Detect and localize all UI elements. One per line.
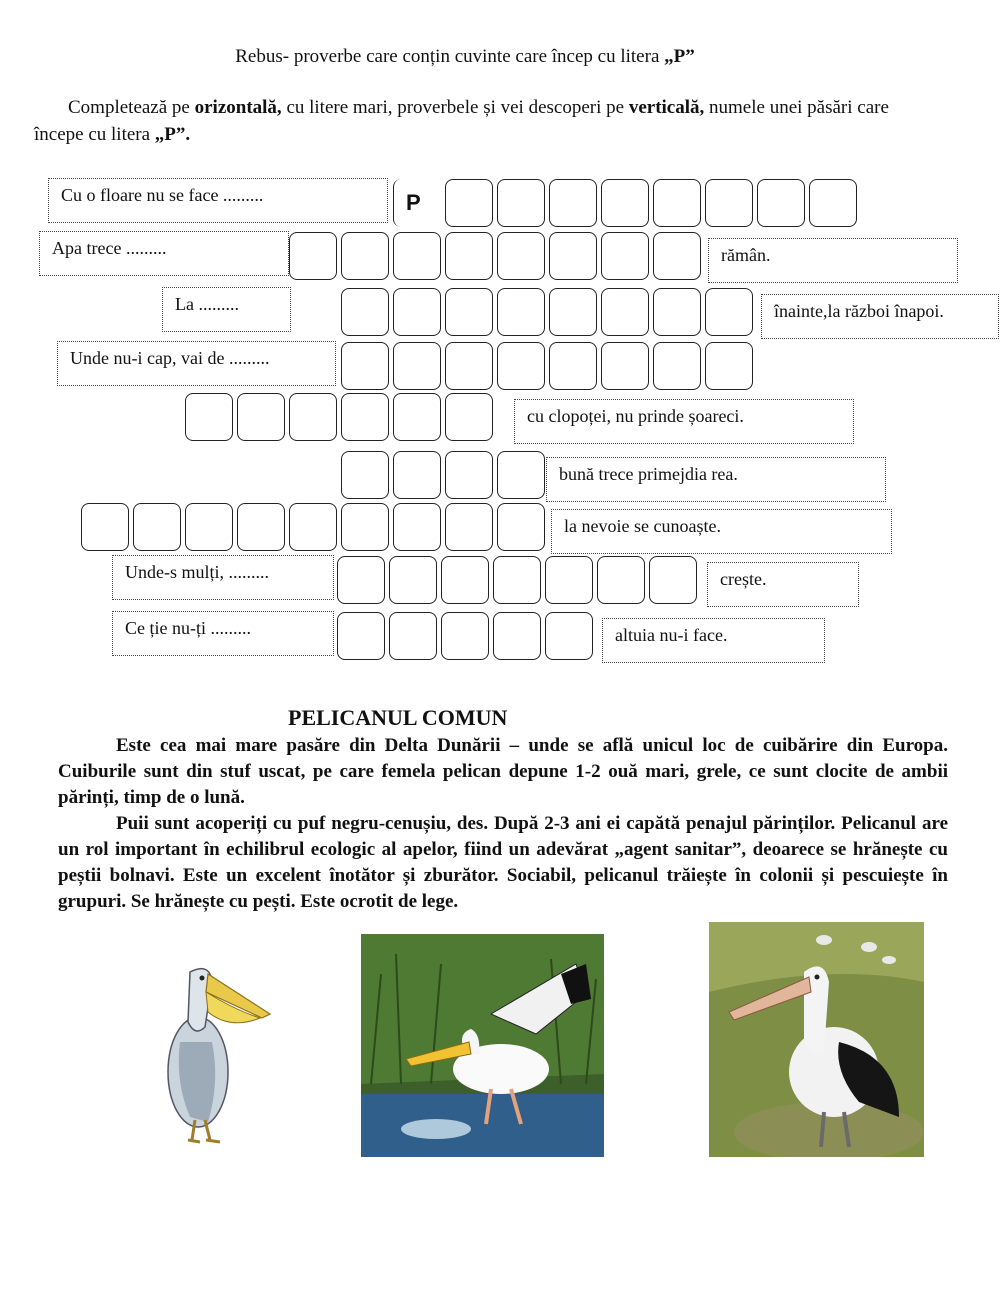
article-paragraph-2: Puii sunt acoperiți cu puf negru-cenușiu, des. După 2-3 ani ei capătă penajul părinților. Pelicanul are un rol important în echilibrul ecologic al apelor, fiind un adevărat „agent sanitar”, deoarece se hrănește cu peștii bolnavi. Este un excelent înotător și zburător. Sociabil, pelicanul trăiește în colonii și pescuiește în grupuri. Se hrănește cu pești. Este ocrotit de lege. [58,813,948,912]
cell-row-7-3[interactable] [185,503,233,551]
clue-left-row-1: Cu o floare nu se face ......... [48,178,388,223]
instructions-bold-1: orizontală, [194,97,282,118]
cell-row-1-1[interactable]: P [393,179,441,227]
cell-row-6-2[interactable] [393,451,441,499]
pelican-flying-photo-icon [361,934,604,1157]
instructions-bold-2: verticală, [628,97,705,118]
cell-row-1-5[interactable] [601,179,649,227]
cell-row-7-5[interactable] [289,503,337,551]
cell-row-2-4[interactable] [445,232,493,280]
cell-row-4-2[interactable] [393,342,441,390]
cell-row-4-8[interactable] [705,342,753,390]
cell-row-7-2[interactable] [133,503,181,551]
clue-left-row-3: La ......... [162,287,291,332]
title-text: Rebus- proverbe care conțin cuvinte care încep cu litera [235,46,665,67]
cell-row-1-2[interactable] [445,179,493,227]
cell-row-4-5[interactable] [549,342,597,390]
cell-row-4-4[interactable] [497,342,545,390]
cell-row-5-1[interactable] [185,393,233,441]
clue-left-row-9: Ce ție nu-ți ......... [112,611,334,656]
cell-row-4-6[interactable] [601,342,649,390]
cell-row-7-1[interactable] [81,503,129,551]
cell-row-8-6[interactable] [597,556,645,604]
cell-row-6-4[interactable] [497,451,545,499]
cell-row-8-7[interactable] [649,556,697,604]
instructions [34,94,934,148]
cell-row-1-3[interactable] [497,179,545,227]
clue-right-row-2: rămân. [708,238,958,283]
cell-row-2-8[interactable] [653,232,701,280]
cell-row-2-3[interactable] [393,232,441,280]
title-letter: „P” [664,46,695,67]
cell-row-3-2[interactable] [393,288,441,336]
cell-row-9-3[interactable] [441,612,489,660]
cell-row-9-4[interactable] [493,612,541,660]
cell-row-3-8[interactable] [705,288,753,336]
cell-row-1-6[interactable] [653,179,701,227]
pelican-illustration-icon [150,952,280,1147]
cell-row-4-7[interactable] [653,342,701,390]
cell-row-5-2[interactable] [237,393,285,441]
page-title [0,46,930,68]
clue-left-row-8: Unde-s mulți, ......... [112,555,334,600]
cell-row-7-9[interactable] [497,503,545,551]
cell-row-5-5[interactable] [393,393,441,441]
cell-row-9-5[interactable] [545,612,593,660]
cell-row-9-1[interactable] [337,612,385,660]
cell-row-6-1[interactable] [341,451,389,499]
clue-right-row-3: înainte,la război înapoi. [761,294,999,339]
cell-row-8-3[interactable] [441,556,489,604]
clue-right-row-6: bună trece primejdia rea. [546,457,886,502]
pelican-standing-photo [709,922,924,1157]
cell-row-4-3[interactable] [445,342,493,390]
cell-row-3-5[interactable] [549,288,597,336]
pelican-standing-photo-icon [709,922,924,1157]
article-paragraph-1: Este cea mai mare pasăre din Delta Dunării – unde se află unicul loc de cuibărire din Europa. Cuiburile sunt din stuf uscat, pe care femela pelican depune 1-2 ouă mari, grele, ce sunt clocite de ambii părinți, timp de o lună. [58,735,948,808]
cell-row-1-9[interactable] [809,179,857,227]
cell-row-2-6[interactable] [549,232,597,280]
cell-row-1-8[interactable] [757,179,805,227]
cell-row-8-4[interactable] [493,556,541,604]
cell-row-8-1[interactable] [337,556,385,604]
cell-row-3-1[interactable] [341,288,389,336]
clue-right-row-7: la nevoie se cunoaște. [551,509,892,554]
cell-row-2-2[interactable] [341,232,389,280]
cell-row-3-7[interactable] [653,288,701,336]
article-title: PELICANUL COMUN [288,705,508,730]
clue-right-row-8: crește. [707,562,859,607]
cell-row-3-3[interactable] [445,288,493,336]
cell-row-3-4[interactable] [497,288,545,336]
cell-row-8-5[interactable] [545,556,593,604]
clue-left-row-2: Apa trece ......... [39,231,289,276]
cell-row-4-1[interactable] [341,342,389,390]
cell-row-5-6[interactable] [445,393,493,441]
cell-row-5-3[interactable] [289,393,337,441]
cell-row-1-7[interactable] [705,179,753,227]
instructions-text-1: Completează pe [68,97,195,118]
cell-row-5-4[interactable] [341,393,389,441]
clue-left-row-4: Unde nu-i cap, vai de ......... [57,341,336,386]
instructions-text-3: numele unei păsări care începe cu litera [34,97,889,145]
cell-row-8-2[interactable] [389,556,437,604]
cell-row-7-6[interactable] [341,503,389,551]
cell-row-7-8[interactable] [445,503,493,551]
cell-row-2-7[interactable] [601,232,649,280]
cell-row-1-4[interactable] [549,179,597,227]
article-body [58,733,948,915]
cell-row-2-5[interactable] [497,232,545,280]
cell-row-3-6[interactable] [601,288,649,336]
instructions-bold-3: „P”. [154,124,191,145]
cell-row-2-1[interactable] [289,232,337,280]
cell-row-9-2[interactable] [389,612,437,660]
clue-right-row-5: cu clopoței, nu prinde șoareci. [514,399,854,444]
instructions-text-2: cu litere mari, proverbele și vei descoperi pe [281,97,629,118]
cell-row-6-3[interactable] [445,451,493,499]
cell-row-7-7[interactable] [393,503,441,551]
cell-row-7-4[interactable] [237,503,285,551]
pelican-flying-photo [361,934,604,1157]
pelican-illustration [150,952,280,1147]
clue-right-row-9: altuia nu-i face. [602,618,825,663]
